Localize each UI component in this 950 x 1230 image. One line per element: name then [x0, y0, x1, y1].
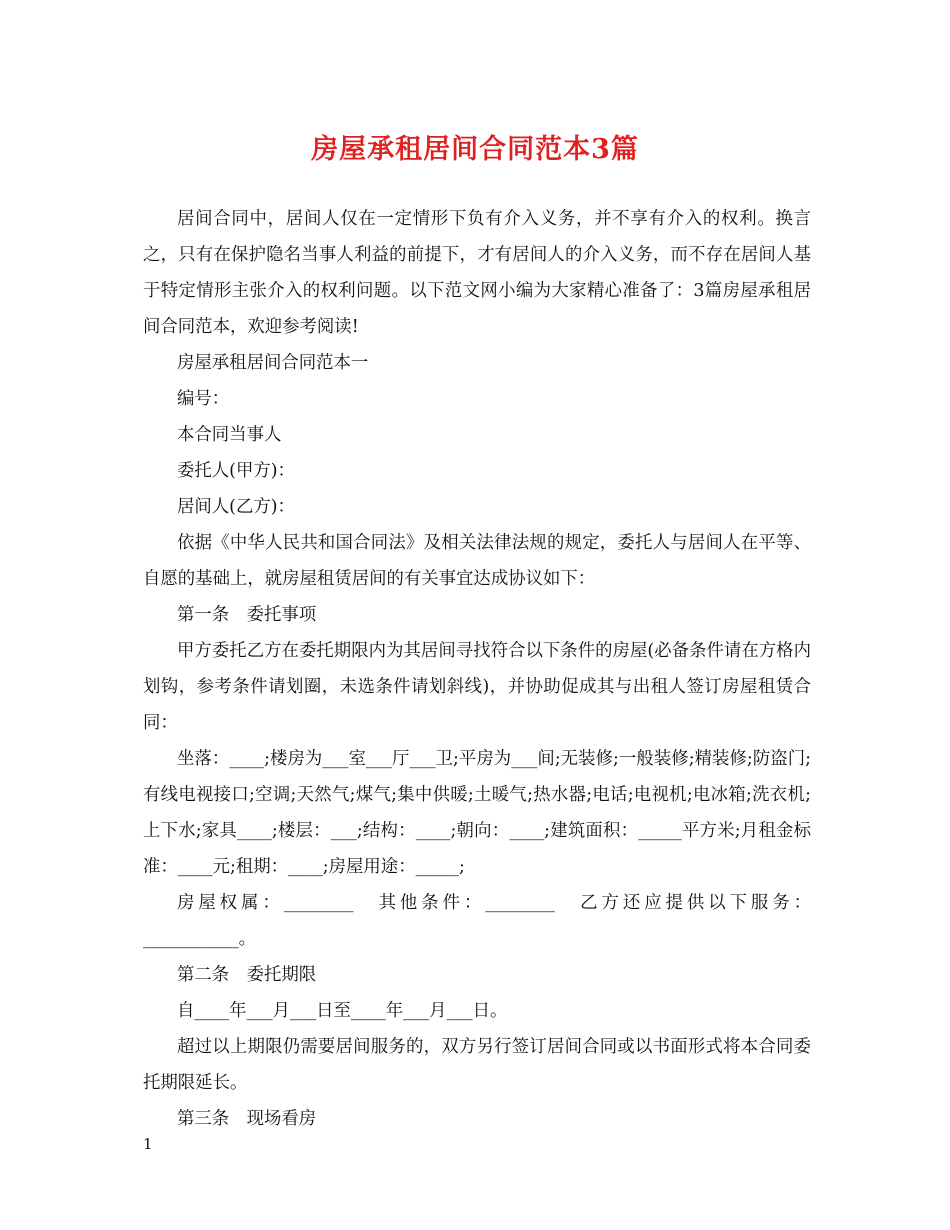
- client-party-line: 委托人(甲方)：: [177, 461, 295, 481]
- ownership-services-paragraph: 房屋权属：________ 其他条件：________ 乙方还应提供以下服务：___________。: [143, 893, 811, 949]
- article-one-paragraph: 甲方委托乙方在委托期限内为其居间寻找符合以下条件的房屋(必备条件请在方格内划钩，参考条件请划圈，未选条件请划斜线)，并协助促成其与出租人签订房屋租赁合同：: [143, 641, 811, 733]
- article-two-heading: 第二条 委托期限: [177, 965, 317, 985]
- article-one-heading: 第一条 委托事项: [177, 605, 317, 625]
- article-three-heading: 第三条 现场看房: [177, 1109, 317, 1129]
- document-title: 房屋承租居间合同范本3篇: [311, 134, 639, 165]
- serial-number-line: 编号：: [177, 389, 230, 409]
- page-number: 1: [143, 1135, 153, 1153]
- parties-heading: 本合同当事人: [177, 425, 282, 445]
- term-extension-paragraph: 超过以上期限仍需要居间服务的，双方另行签订居间合同或以书面形式将本合同委托期限延长。: [143, 1037, 811, 1093]
- broker-party-line: 居间人(乙方)：: [177, 497, 295, 517]
- term-dates-line: 自____年___月___日至____年___月___日。: [177, 1001, 508, 1021]
- section-heading-contract-one: 房屋承租居间合同范本一: [177, 353, 369, 373]
- intro-paragraph: 居间合同中，居间人仅在一定情形下负有介入义务，并不享有介入的权利。换言之，只有在保护隐名当事人利益的前提下，才有居间人的介入义务，而不存在居间人基于特定情形主张介入的权利问题。以下范文网小编为大家精心准备了：3篇房屋承租居间合同范本，欢迎参考阅读!: [143, 209, 811, 337]
- property-conditions-paragraph: 坐落：____;楼房为___室___厅___卫;平房为___间;无装修;一般装修;精装修;防盗门;有线电视接口;空调;天然气;煤气;集中供暖;土暖气;热水器;电话;电视机;电冰箱;洗衣机;上下水;家具____;楼层：___;结构：____;朝向：____;建筑面积：_____平方米;月租金标准：____元;租期：____;房屋用途：_____;: [143, 749, 811, 877]
- legal-basis-paragraph: 依据《中华人民共和国合同法》及相关法律法规的规定，委托人与居间人在平等、自愿的基础上，就房屋租赁居间的有关事宜达成协议如下：: [143, 533, 811, 589]
- document-body: [143, 201, 811, 1137]
